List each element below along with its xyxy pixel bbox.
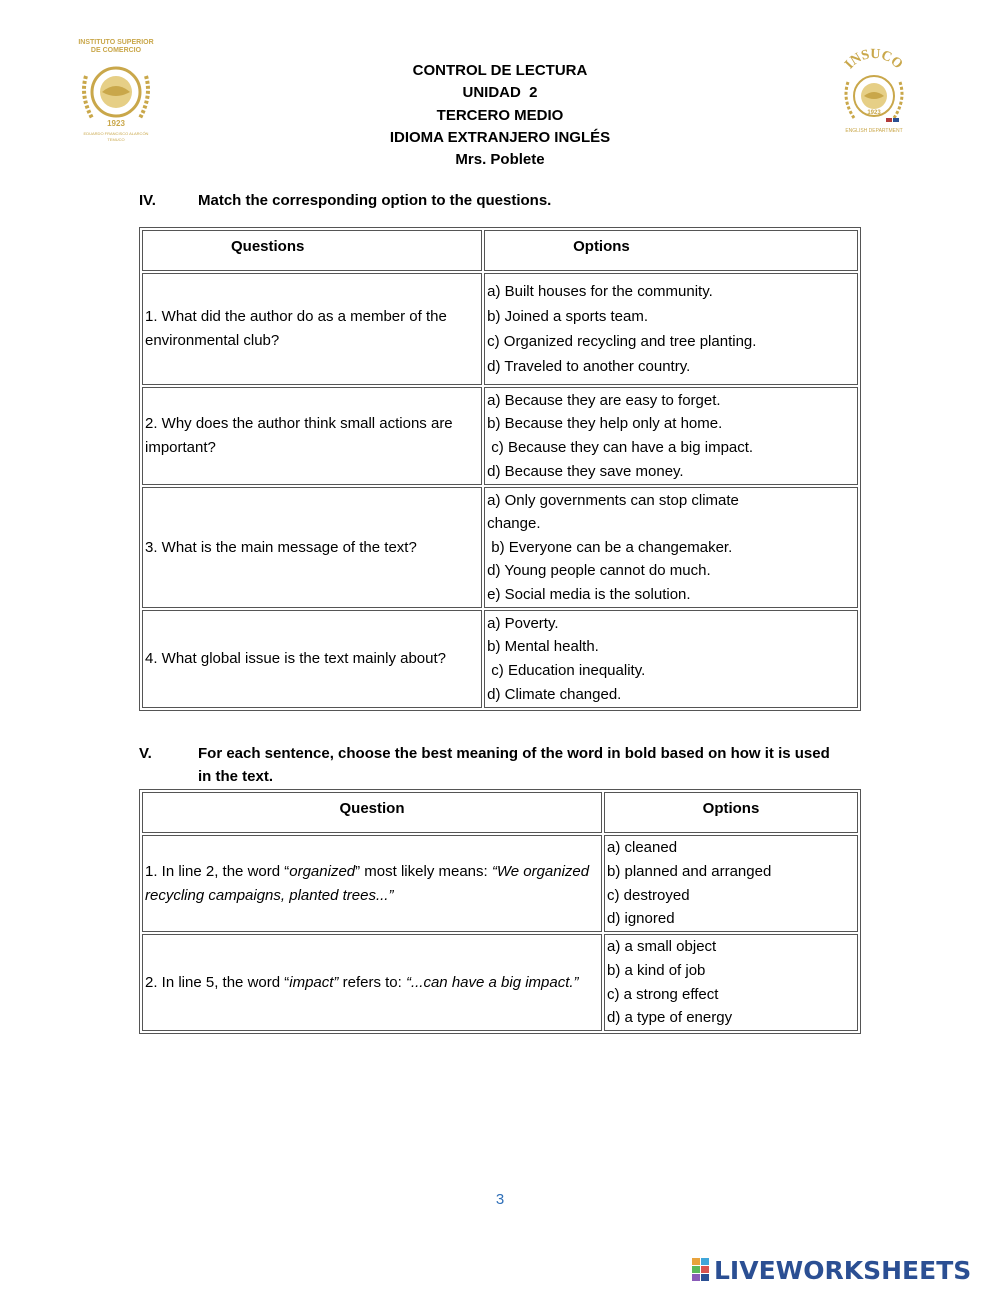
logo-right-year: 1923 xyxy=(867,110,881,116)
option-item[interactable]: d) Young people cannot do much. xyxy=(487,562,711,580)
option-item[interactable]: b) Everyone can be a changemaker. xyxy=(487,538,733,556)
option-item[interactable]: b) a kind of job xyxy=(607,961,706,979)
option-item[interactable]: d) a type of energy xyxy=(607,1009,733,1027)
quoted-sentence: “We organized recycling campaigns, planted trees...” xyxy=(145,862,590,904)
option-item[interactable]: c) Because they can have a big impact. xyxy=(487,439,754,456)
section-5-title-line-2: in the text. xyxy=(198,768,274,785)
english-department-logo xyxy=(828,48,920,138)
options-cell xyxy=(604,934,858,1031)
liveworksheets-brand: LIVEWORKSHEETS xyxy=(714,1255,972,1285)
table-row xyxy=(142,273,858,385)
section-5-title xyxy=(198,742,868,788)
logo-left-bottom-text2: TEMUCO xyxy=(107,137,125,142)
option-item[interactable]: d) Traveled to another country. xyxy=(487,358,691,375)
question-text: refers to: xyxy=(338,973,406,991)
option-item[interactable]: c) Education inequality. xyxy=(487,662,646,679)
target-word: impact” xyxy=(289,973,339,991)
liveworksheets-logo[interactable] xyxy=(692,1254,992,1286)
logo-left-top-text2: DE COMERCIO xyxy=(90,47,142,54)
options-cell xyxy=(484,273,858,385)
question-column-header: Question xyxy=(142,792,602,833)
logo-right-bottom-text: ENGLISH DEPARTMENT xyxy=(845,128,903,134)
logo-left-bottom-text: EDUARDO FRANCISCO ALARCÓN xyxy=(83,131,149,136)
school-crest-logo xyxy=(72,36,160,146)
logo-left-year: 1923 xyxy=(107,119,125,128)
option-item[interactable]: b) planned and arranged xyxy=(607,862,772,880)
table-row xyxy=(142,934,858,1031)
question-cell: 1. What did the author do as a member of the environmental club? xyxy=(142,273,482,385)
quoted-sentence: “...can have a big impact.” xyxy=(405,973,579,991)
liveworksheets-icon xyxy=(692,1258,710,1282)
vocabulary-table xyxy=(139,789,861,1034)
question-cell: 4. What global issue is the text mainly about? xyxy=(142,610,482,708)
logo-right-arc-text: INSUCO xyxy=(842,48,906,73)
section-4-title: Match the corresponding option to the questions. xyxy=(198,192,552,209)
option-item[interactable]: a) Poverty. xyxy=(487,614,559,632)
questions-column-header: Questions xyxy=(142,230,482,271)
question-cell xyxy=(142,934,602,1031)
options-column-header: Options xyxy=(484,230,858,271)
option-item[interactable]: d) Climate changed. xyxy=(487,685,622,703)
question-text: 2. In line 5, the word “ xyxy=(145,973,290,991)
option-item[interactable]: a) cleaned xyxy=(607,839,678,857)
option-item[interactable]: c) destroyed xyxy=(607,886,690,904)
header-line-3: TERCERO MEDIO xyxy=(436,106,564,124)
option-item[interactable]: e) Social media is the solution. xyxy=(487,585,691,603)
options-cell xyxy=(484,610,858,708)
document-header xyxy=(300,60,700,171)
options-cell xyxy=(484,387,858,485)
section-4-number: IV. xyxy=(139,192,156,209)
header-line-4: IDIOMA EXTRANJERO INGLÉS xyxy=(389,128,611,146)
option-item[interactable]: a) Built houses for the community. xyxy=(487,283,713,300)
option-item[interactable]: c) Organized recycling and tree planting. xyxy=(487,333,757,350)
option-item[interactable]: a) Because they are easy to forget. xyxy=(487,391,721,409)
option-item[interactable]: d) ignored xyxy=(607,910,675,928)
question-text: ” most likely means: xyxy=(355,862,492,880)
question-text: 1. In line 2, the word “ xyxy=(145,862,290,880)
target-word: organized xyxy=(289,862,356,880)
table-row xyxy=(142,387,858,485)
section-5-title-line-1: For each sentence, choose the best meaning of the word in bold based on how it is used xyxy=(198,745,830,762)
header-line-1: CONTROL DE LECTURA xyxy=(412,62,588,79)
matching-table xyxy=(139,227,861,711)
option-item[interactable]: b) Joined a sports team. xyxy=(487,308,649,325)
question-cell xyxy=(142,835,602,932)
option-item[interactable]: c) a strong effect xyxy=(607,985,719,1003)
option-item[interactable]: a) a small object xyxy=(607,938,717,956)
header-line-2: UNIDAD 2 xyxy=(462,84,538,102)
option-item[interactable]: a) Only governments can stop climate change. xyxy=(487,491,739,533)
page-number: 3 xyxy=(495,1191,505,1208)
option-item[interactable]: b) Because they help only at home. xyxy=(487,415,723,433)
section-5-number: V. xyxy=(139,745,152,762)
question-cell: 2. Why does the author think small actions are important? xyxy=(142,387,482,485)
option-item[interactable]: d) Because they save money. xyxy=(487,462,684,480)
header-line-5: Mrs. Poblete xyxy=(455,151,545,169)
option-item[interactable]: b) Mental health. xyxy=(487,638,599,656)
options-cell xyxy=(604,835,858,932)
table-row xyxy=(142,835,858,932)
options-column-header: Options xyxy=(604,792,858,833)
table-row xyxy=(142,610,858,708)
logo-left-top-text: INSTITUTO SUPERIOR xyxy=(78,39,154,46)
table-row xyxy=(142,487,858,608)
question-cell: 3. What is the main message of the text? xyxy=(142,487,482,608)
options-cell xyxy=(484,487,858,608)
